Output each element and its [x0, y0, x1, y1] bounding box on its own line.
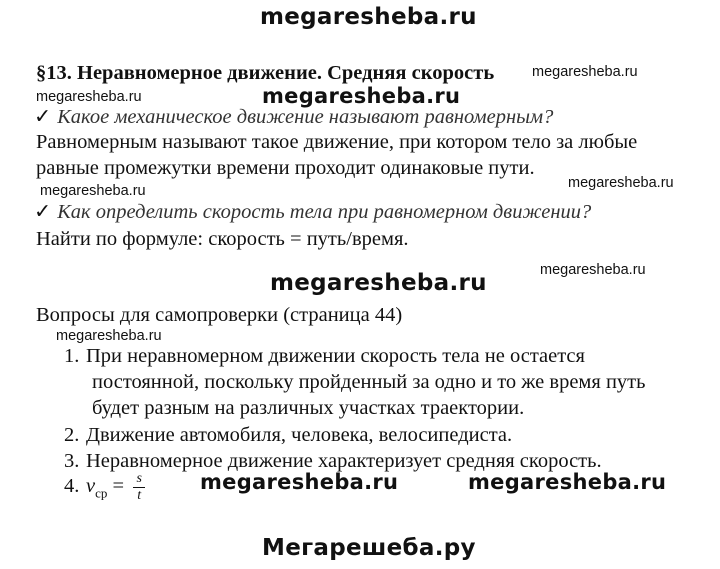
watermark-large: megaresheba.ru	[200, 470, 399, 494]
watermark-small: megaresheba.ru	[532, 64, 638, 80]
question-2-text: Как определить скорость тела при равномерном движении?	[57, 201, 592, 223]
fraction	[133, 472, 145, 503]
velocity-subscript: ср	[95, 485, 108, 501]
equals-sign: =	[112, 475, 125, 498]
list-item	[64, 422, 512, 448]
header-watermark: megaresheba.ru	[260, 4, 477, 30]
list-item-text: Неравномерное движение характеризует средняя скорость.	[86, 450, 602, 472]
list-item	[64, 343, 585, 369]
list-item-formula	[64, 472, 145, 506]
question-1	[34, 104, 553, 129]
list-item-number: 2.	[64, 424, 80, 446]
fraction-numerator: s	[136, 471, 142, 486]
check-mark-icon: ✓	[34, 106, 52, 128]
list-item-continuation: будет разным на различных участках траектории.	[92, 397, 525, 419]
list-item-number: 4.	[64, 475, 80, 498]
answer-1-line-1: Равномерным называют такое движение, при котором тело за любые	[36, 131, 638, 153]
velocity-symbol: v	[86, 475, 96, 498]
watermark-large: megaresheba.ru	[468, 470, 667, 494]
list-item-number: 3.	[64, 450, 80, 472]
question-1-text: Какое механическое движение называют равномерным?	[57, 106, 554, 128]
list-item-text: При неравномерном движении скорость тела не остается	[86, 345, 585, 367]
answer-2: Найти по формуле: скорость = путь/время.	[36, 228, 409, 250]
check-mark-icon: ✓	[34, 201, 52, 223]
self-check-title: Вопросы для самопроверки (страница 44)	[36, 304, 403, 326]
watermark-large: megaresheba.ru	[262, 84, 461, 108]
footer-watermark: Мегарешеба.ру	[262, 535, 476, 561]
list-item-number: 1.	[64, 345, 80, 367]
watermark-large: megaresheba.ru	[270, 270, 487, 296]
watermark-small: megaresheba.ru	[568, 175, 674, 191]
answer-1-line-2: равные промежутки времени проходит одинаковые пути.	[36, 157, 535, 179]
list-item-continuation: постоянной, поскольку пройденный за одно и то же время путь	[92, 371, 646, 393]
watermark-small: megaresheba.ru	[36, 89, 142, 105]
watermark-small: megaresheba.ru	[540, 262, 646, 278]
fraction-denominator: t	[137, 488, 142, 503]
list-item-text: Движение автомобиля, человека, велосипедиста.	[86, 424, 513, 446]
watermark-small: megaresheba.ru	[40, 183, 146, 199]
question-2	[34, 199, 591, 224]
section-title: §13. Неравномерное движение. Средняя скорость	[36, 62, 495, 84]
watermark-small: megaresheba.ru	[56, 328, 162, 344]
